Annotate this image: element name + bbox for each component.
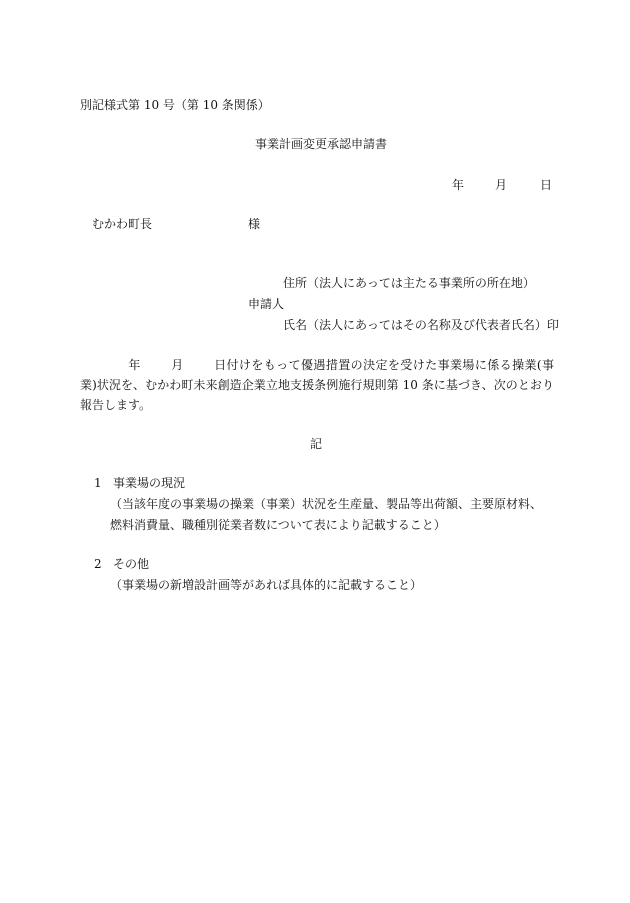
item-2-note: （事業場の新増設計画等があれば具体的に記載すること） bbox=[110, 578, 423, 592]
item-2-number: 2 bbox=[94, 557, 102, 571]
date-day-label: 日 bbox=[540, 178, 553, 192]
body-year-label: 年 bbox=[128, 358, 141, 372]
form-number: 別記様式第 10 号（第 10 条関係） bbox=[80, 98, 270, 112]
body-month-label: 月 bbox=[170, 358, 184, 372]
applicant-label: 申請人 bbox=[248, 297, 285, 311]
document-title: 事業計画変更承認申請書 bbox=[255, 137, 388, 151]
addressee-honorific: 様 bbox=[248, 217, 261, 231]
applicant-address: 住所（法人にあっては主たる事業所の所在地） bbox=[283, 276, 535, 290]
item-2-title: その他 bbox=[113, 557, 150, 571]
applicant-name: 氏名（法人にあってはその名称及び代表者氏名）印 bbox=[283, 318, 559, 332]
report-body bbox=[80, 355, 554, 415]
item-1-number: 1 bbox=[94, 476, 102, 490]
ki-heading: 記 bbox=[310, 437, 323, 451]
body-text: 日付けをもって優遇措置の決定を受けた事業場に係る操業(事業)状況を、むかわ町未来創造企業立地支援条例施行規則第 10 条に基づき、次のとおり報告します。 bbox=[80, 358, 554, 412]
date-month-label: 月 bbox=[495, 178, 508, 192]
item-1-title: 事業場の現況 bbox=[113, 476, 186, 490]
addressee-name: むかわ町長 bbox=[92, 217, 153, 231]
item-1-note: （当該年度の事業場の操業（事業）状況を生産量、製品等出荷額、主要原材料、燃料消費量、職種別従業者数について表により記載すること） bbox=[110, 497, 543, 532]
date-year-label: 年 bbox=[452, 178, 465, 192]
